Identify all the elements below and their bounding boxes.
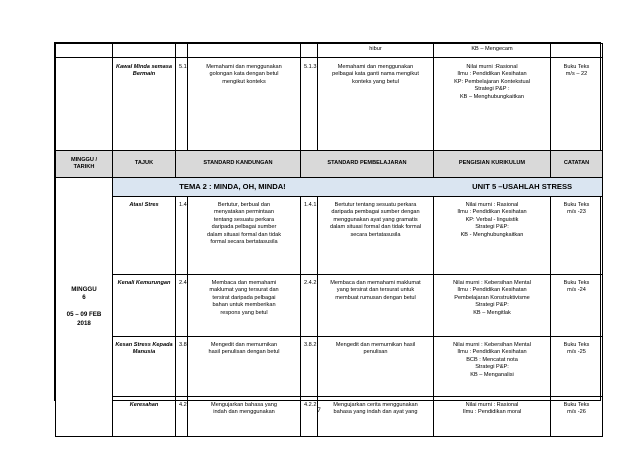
sp-no-cell	[301, 197, 318, 275]
pk-line: Ilmu : Pendidikan Kesihatan	[457, 349, 527, 356]
sp-line: yang tersirat dan tersurat untuk	[336, 287, 415, 294]
pk-cell	[434, 275, 551, 337]
catatan-cell	[551, 58, 603, 151]
sk-line: Mengedit dan memurnikan	[210, 342, 278, 348]
tajuk-text: Atasi Stres	[129, 202, 159, 208]
sk-line: Mengujarkan bahasa yang	[211, 402, 277, 408]
sp-line: Membaca dan memahami maklumat	[330, 280, 421, 286]
tarikh-line: 2018	[77, 319, 91, 327]
header-minggu-line: MINGGU /	[70, 156, 98, 163]
rpt-table-sheet	[54, 42, 601, 416]
tajuk-cell	[113, 275, 176, 337]
sk-no-text: 5.1	[179, 64, 187, 70]
sk-cell	[188, 197, 301, 275]
tajuk-text: Keresahan	[129, 402, 159, 408]
table-row	[56, 397, 603, 437]
sp-no-text: 5.1.3	[304, 64, 317, 70]
sk-cell	[188, 397, 301, 437]
sp-no-text: 3.8.2	[304, 342, 317, 348]
sp-cell	[318, 337, 434, 397]
sk-no-cell	[176, 397, 188, 437]
sk-no-cell	[176, 58, 188, 151]
sp-line: dalam situasi formal dan tidak formal	[329, 224, 422, 231]
tajuk-text: Kenali Kemurungan	[117, 280, 171, 286]
catatan-line: m/s – 22	[565, 71, 588, 78]
table-row	[56, 275, 603, 337]
sp-no-cell	[301, 58, 318, 151]
catatan-cell	[551, 275, 603, 337]
sp-no-cell	[301, 337, 318, 397]
table-row	[56, 44, 603, 58]
pk-line: Strategi P&P:	[475, 364, 509, 371]
header-tajuk: TAJUK	[113, 151, 176, 178]
table-header-row	[56, 151, 603, 178]
sp-cell	[318, 275, 434, 337]
unit-title: UNIT 5 –USAHLAH STRESS	[472, 182, 573, 191]
pk-line: KP: Pembelajaran Kontekstual	[454, 78, 530, 85]
sk-line: mengikut konteks	[222, 78, 266, 85]
catatan-line: Buku Teks	[563, 202, 590, 208]
sk-line: tersirat daripada pelbagai	[212, 294, 276, 301]
tema-band	[113, 178, 603, 197]
sp-cell	[318, 58, 434, 151]
minggu-cell-empty	[56, 58, 113, 151]
tajuk-cell	[113, 58, 176, 151]
sp-line: bahasa yang indah dan ayat yang	[333, 409, 418, 416]
tema-row	[56, 178, 603, 197]
pk-line: Strategi P&P :	[474, 86, 510, 93]
pk-line: Ilmu : Pendidikan Kesihatan	[457, 287, 527, 294]
sk-no-cell	[176, 197, 188, 275]
tajuk-cell	[113, 397, 176, 437]
spacer	[58, 303, 110, 311]
sp-line: daripada pembagai sumber dengan	[331, 209, 420, 216]
sp-no-text: 2.4.2	[304, 280, 317, 286]
sp-line: Mengujarkan cerita menggunakan	[333, 402, 418, 408]
pk-line: Ilmu : Pendidikan Kesihatan	[457, 209, 527, 216]
sp-no-cell	[301, 44, 318, 58]
header-standard-kandungan: STANDARD KANDUNGAN	[176, 151, 301, 178]
sk-no-text: 4.2	[179, 402, 187, 408]
sp-line: membuat rumusan dengan betul	[335, 294, 416, 301]
pk-line: BCB : Mencatat nota	[466, 356, 518, 363]
sp-no-text: 1.4.1	[304, 202, 317, 208]
sk-line: formal secara bertatasusila	[210, 239, 278, 246]
table-row	[56, 58, 603, 151]
sk-cell	[188, 58, 301, 151]
pk-line: KP: Verbal - linguistik	[465, 216, 519, 223]
catatan-line: m/s -24	[567, 287, 586, 294]
sp-line: Bertutur tentang sesuatu perkara	[334, 202, 417, 208]
pk-cell	[434, 197, 551, 275]
catatan-line: Buku Teks	[563, 402, 590, 408]
tajuk-text: Kawal Minda semasa Bermain	[116, 64, 172, 78]
tajuk-cell	[113, 337, 176, 397]
sk-no-cell	[176, 44, 188, 58]
sk-no-text: 2.4	[179, 280, 187, 286]
pk-line: KB – Menganalisi	[470, 371, 514, 378]
pk-text: KB – Mengecam	[471, 46, 513, 52]
sp-cell	[318, 44, 434, 58]
sp-line: penulisan	[363, 349, 388, 356]
minggu-tarikh-cell	[56, 178, 113, 437]
catatan-line: Buku Teks	[563, 342, 590, 348]
pk-cell	[434, 58, 551, 151]
sk-cell	[188, 275, 301, 337]
pk-line: Strategi P&P:	[475, 302, 509, 309]
pk-line: Ilmu : Pendidikan Kesihatan	[457, 71, 527, 78]
catatan-line: m/s -25	[567, 349, 586, 356]
pk-line: KB – Menghubungkaitkan	[459, 93, 525, 100]
catatan-line: m/s -23	[567, 209, 586, 216]
catatan-cell	[551, 337, 603, 397]
sk-line: bahan untuk memberikan	[212, 302, 276, 309]
sk-line: tentang sesuatu perkara	[213, 216, 275, 223]
header-catatan: CATATAN	[551, 151, 603, 178]
sp-line: pelbagai kata ganti nama mengikut	[332, 71, 419, 78]
sk-no-cell	[176, 275, 188, 337]
catatan-line: m/s -26	[567, 409, 586, 416]
catatan-cell	[551, 397, 603, 437]
table-row	[56, 337, 603, 397]
sk-cell	[188, 44, 301, 58]
sk-cell	[188, 337, 301, 397]
table-row	[56, 197, 603, 275]
catatan-cell	[551, 44, 603, 58]
sp-line: konteks yang betul	[352, 78, 399, 85]
tajuk-cell	[113, 44, 176, 58]
sk-line: golongan kata dengan betul	[209, 71, 279, 78]
minggu-cell-empty	[56, 44, 113, 58]
sk-line: Bertutur, berbual dan	[217, 202, 271, 208]
pk-line: Pembelajaran Konstruktivisme	[454, 294, 530, 301]
sk-line: daripada pelbagai sumber	[211, 224, 277, 231]
tarikh-line: 05 – 09 FEB	[66, 311, 102, 319]
sk-no-text: 1.4	[179, 202, 187, 208]
pk-line: Nilai murni : Rasional	[465, 402, 519, 408]
sk-no-text: 3.8	[179, 342, 187, 348]
sk-line: indah dan menggunakan	[213, 409, 275, 416]
sp-line: Mengedit dan memurnikan hasil	[335, 342, 416, 348]
pk-line: Nilai murni : Rasional	[465, 202, 519, 208]
sp-cell	[318, 397, 434, 437]
tajuk-text: Kesan Stress Kepada Manusia	[115, 342, 173, 356]
pk-line: Nilai murni :Rasional	[466, 64, 518, 70]
sp-no-text: 4.2.2	[304, 402, 317, 408]
pk-line: Nilai murni : Kebersihan Mental	[453, 342, 531, 348]
sk-line: maklumat yang tersurat dan	[209, 287, 279, 294]
sp-line: Memahami dan menggunakan	[337, 64, 414, 70]
minggu-number: 6	[82, 294, 86, 302]
pk-line: Nilai murni : Kebersihan Mental	[453, 280, 531, 286]
header-standard-pembelajaran: STANDARD PEMBELAJARAN	[301, 151, 434, 178]
sk-line: respons yang betul	[220, 309, 268, 316]
page-number: 7	[317, 407, 321, 414]
sk-no-cell	[176, 337, 188, 397]
tema-title: TEMA 2 : MINDA, OH, MINDA!	[179, 182, 286, 191]
sk-line: hasil penulisan dengan betul	[208, 349, 280, 356]
pk-cell	[434, 337, 551, 397]
pk-cell	[434, 397, 551, 437]
catatan-line: Buku Teks	[563, 280, 590, 286]
pk-cell	[434, 44, 551, 58]
header-minggu	[56, 151, 113, 178]
catatan-cell	[551, 197, 603, 275]
rpt-table	[55, 43, 603, 437]
sp-cell	[318, 197, 434, 275]
tajuk-cell	[113, 197, 176, 275]
minggu-label: MINGGU	[71, 285, 97, 293]
sp-no-cell	[301, 275, 318, 337]
pk-line: Ilmu : Pendidikan moral	[462, 409, 522, 416]
pk-line: Strategi P&P:	[475, 224, 509, 231]
sp-line: menggunakan ayat yang gramatis	[333, 216, 418, 223]
sk-line: menyatakan permintaan	[213, 209, 274, 216]
header-minggu-line: TARIKH	[73, 164, 95, 170]
sp-text: hibur	[369, 46, 382, 52]
pk-line: KB – Mengitlak	[473, 309, 511, 316]
header-pengisian-kurikulum: PENGISIAN KURIKULUM	[434, 151, 551, 178]
sk-line: dalam situasi formal dan tidak	[207, 231, 281, 238]
sp-line: secara bertatasusila	[350, 231, 401, 238]
sk-line: Memahami dan menggunakan	[206, 64, 282, 70]
catatan-line: Buku Teks	[563, 64, 590, 70]
sp-no-cell	[301, 397, 318, 437]
pk-line: KB - Menghubungkaitkan	[460, 231, 524, 238]
sk-line: Membaca dan memahami	[211, 280, 277, 286]
